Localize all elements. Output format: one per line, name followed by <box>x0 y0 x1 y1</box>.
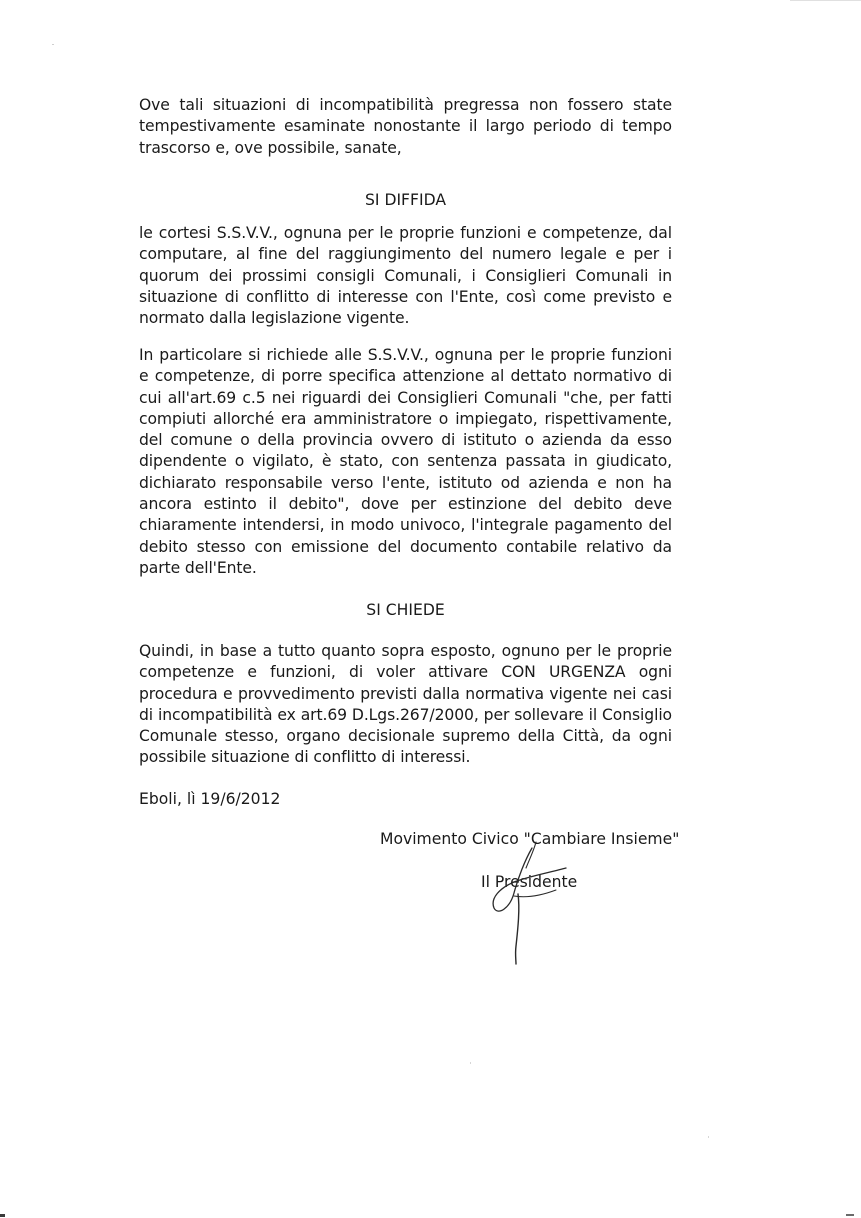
paragraph-urgent-request: Quindi, in base a tutto quanto sopra esposto, ognuno per le proprie competenze e funzioni, di voler attivare CON URGENZA ogni procedura e provvedimento previsti dalla normativa vigente nei casi di incompatibilità ex art.69 D.Lgs.267/2000, per sollevare il Consiglio Comunale stesso, organo decisionale supremo della Città, da ogni possibile situazione di conflitto di interessi. <box>139 642 672 767</box>
handwritten-signature <box>470 838 610 968</box>
paragraph-warning: le cortesi S.S.V.V., ognuna per le proprie funzioni e competenze, dal computare, al fine del raggiungimento del numero legale e per i quorum dei prossimi consigli Comunali, i Consiglieri Comunali in situazione di conflitto di interesse con l'Ente, così come previsto e normato dalla legislazione vigente. <box>139 224 672 328</box>
scan-speck <box>52 44 54 45</box>
paragraph-specific-request: In particolare si richiede alle S.S.V.V., ognuna per le proprie funzioni e competenze, di porre specifica attenzione al dettato normativo di cui all'art.69 c.5 nei riguardi dei Consiglieri Comunali "che, per fatti compiuti allorché era amministratore o impiegato, rispettivamente, del comune o della provincia ovvero di istituto o azienda da esso dipendente o vigilato, è stato, con sentenza passata in giudicato, dichiarato responsabile verso l'ente, istituto od azienda e non ha ancora estinto il debito", dove per estinzione del debito deve chiaramente intendersi, in modo univoco, l'integrale pagamento del debito stesso con emissione del documento contabile relativo da parte dell'Ente. <box>139 346 672 577</box>
paragraph-incompatibility-premise: Ove tali situazioni di incompatibilità pregressa non fossero state tempestivamente esaminate nonostante il largo periodo di tempo trascorso e, ove possibile, sanate, <box>139 96 672 157</box>
scan-corner-mark <box>846 1214 854 1216</box>
heading-si-diffida: SI DIFFIDA <box>365 191 446 209</box>
date-line: Eboli, lì 19/6/2012 <box>139 790 281 808</box>
scan-speck <box>708 1136 709 1138</box>
heading-si-chiede: SI CHIEDE <box>366 601 445 619</box>
scan-border-line <box>790 0 861 1</box>
scan-speck <box>470 1062 471 1064</box>
signer-organization: Movimento Civico "Cambiare Insieme" <box>380 830 680 848</box>
signer-role: Il Presidente <box>481 873 578 891</box>
scan-corner-mark <box>0 1214 5 1217</box>
